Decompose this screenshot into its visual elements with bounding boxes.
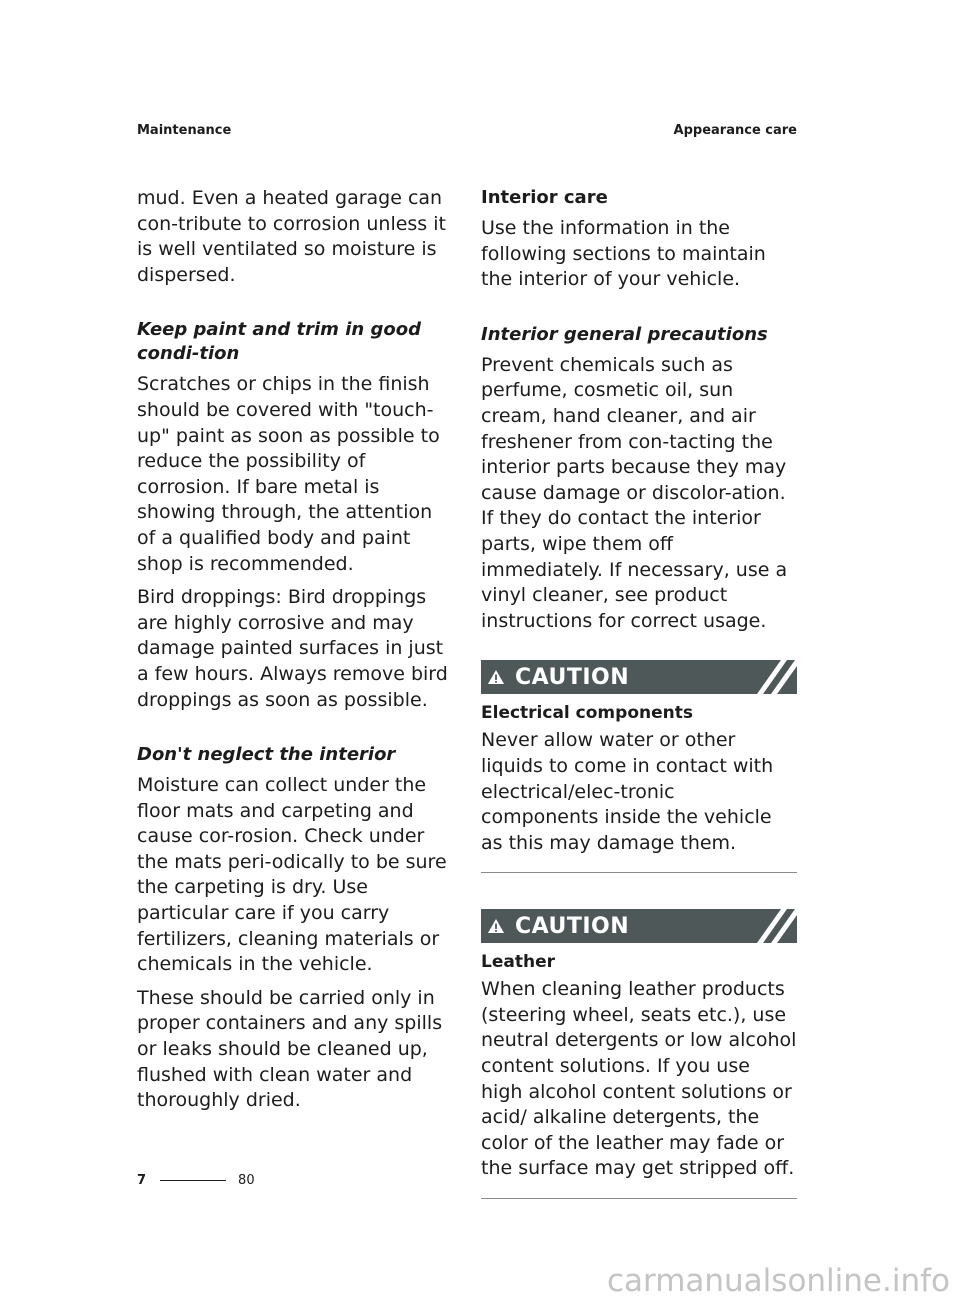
paragraph-corrosion-garage: mud. Even a heated garage can con-tribute to corrosion unless it is well ventilated so moisture is dispersed. — [137, 187, 446, 286]
caution-divider — [481, 1198, 797, 1199]
caution-text-leather: When cleaning leather products (steering wheel, seats etc.), use neutral detergents or low alcohol content solutions. If you use high alcohol content solutions or acid/ alkaline detergents, the color of the leather may fade or the surface may get stripped off. — [481, 978, 797, 1180]
chapter-number: 7 — [137, 1173, 147, 1188]
caution-title-electrical: Electrical components — [481, 703, 693, 724]
paragraph-scratches: Scratches or chips in the finish should be covered with "touch-up" paint as soon as possible to reduce the possibility of corrosion. If bare metal is showing through, the attention of a qualified body and paint shop is recommended. — [137, 373, 440, 575]
paragraph-moisture: Moisture can collect under the floor mats and carpeting and cause cor-rosion. Check under the mats peri-odically to be sure the carpeting is dry. Use particular care if you carry fertilizers, cleaning materials or chemicals in the vehicle. — [137, 774, 447, 976]
warning-triangle-icon — [487, 918, 505, 934]
caution-block-electrical — [481, 660, 797, 873]
caution-bar — [481, 660, 797, 694]
caution-block-leather — [481, 909, 797, 1199]
caution-label: CAUTION — [515, 913, 630, 939]
right-column — [481, 186, 797, 1199]
watermark: carmanualsonline.info — [606, 1263, 950, 1299]
paragraph-containers: These should be carried only in proper containers and any spills or leaks should be cleaned up, flushed with clean water and thoroughly dried. — [137, 986, 443, 1112]
footer-divider — [160, 1180, 226, 1181]
paragraph-bird-droppings: Bird droppings: Bird droppings are highly corrosive and may damage painted surfaces in just a few hours. Always remove bird droppings as soon as possible. — [137, 586, 448, 711]
caution-bar — [481, 909, 797, 943]
header-section: Maintenance — [137, 123, 232, 138]
caution-title-leather: Leather — [481, 952, 555, 973]
warning-triangle-icon — [487, 669, 505, 685]
caution-label: CAUTION — [515, 664, 630, 690]
paragraph-chemicals: Prevent chemicals such as perfume, cosmetic oil, sun cream, hand cleaner, and air freshener from con-tacting the interior parts because they may cause damage or discolor-ation. If they do contact the interior parts, wipe them off immediately. If necessary, use a vinyl cleaner, see product instructions for correct usage. — [481, 353, 788, 632]
heading-paint-trim: Keep paint and trim in good condi-tion — [137, 319, 421, 365]
heading-interior-neglect: Don't neglect the interior — [137, 744, 396, 766]
page-footer — [137, 1173, 255, 1188]
heading-general-precautions: Interior general precautions — [481, 323, 768, 345]
heading-interior-care: Interior care — [481, 187, 608, 208]
caution-stripes-icon — [747, 909, 797, 943]
left-column — [137, 186, 453, 1122]
header-topic: Appearance care — [673, 123, 797, 138]
caution-text-electrical: Never allow water or other liquids to come in contact with electrical/elec-tronic components inside the vehicle as this may damage them. — [481, 729, 774, 854]
paragraph-interior-info: Use the information in the following sections to maintain the interior of your vehicle. — [481, 217, 766, 291]
page-number: 80 — [238, 1173, 255, 1188]
caution-stripes-icon — [747, 660, 797, 694]
